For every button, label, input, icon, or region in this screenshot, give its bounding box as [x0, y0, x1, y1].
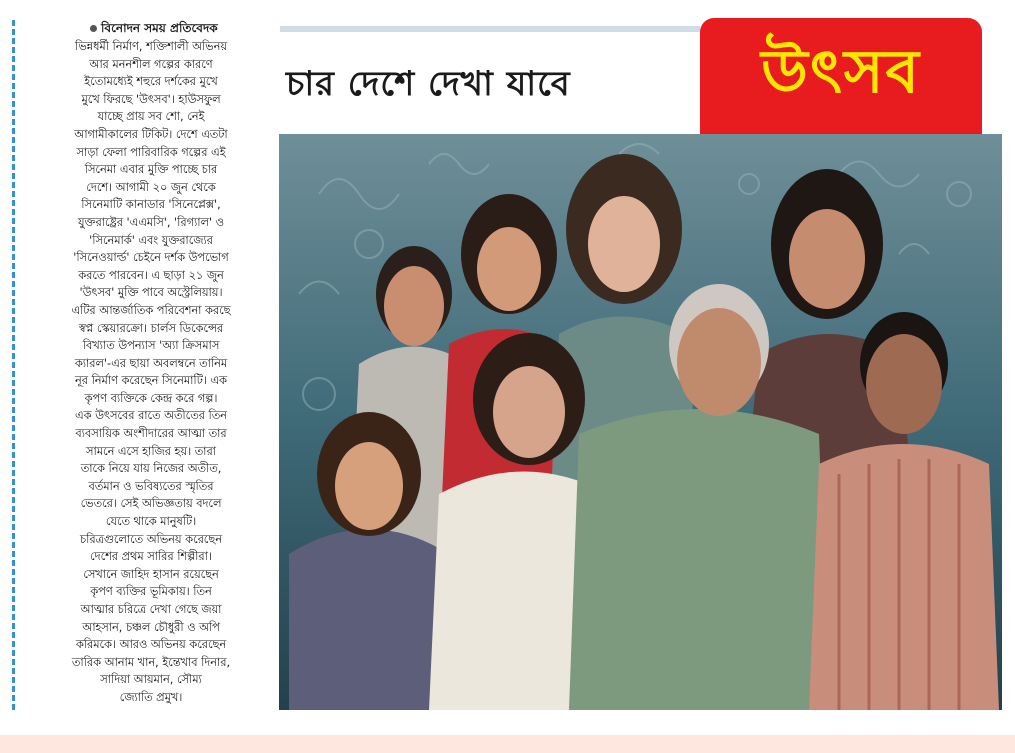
body-line: করিমকে। আরও অভিনয় করেছেন [75, 638, 227, 652]
body-line: 'উৎসব' মুক্তি পাবে অস্ট্রেলিয়ায়। [79, 286, 223, 300]
headline: চার দেশে দেখা যাবে [286, 64, 571, 104]
body-line: বর্তমান ও ভবিষ্যতের স্মৃতির [88, 479, 214, 493]
body-line: ব্যবসায়িক অংশীদারের আত্মা তার [75, 427, 227, 441]
body-line: সিনেমা এবার মুক্তি পাচ্ছে চার [84, 163, 218, 177]
body-line: দেশের প্রথম সারির শিল্পীরা। [90, 550, 212, 564]
body-line: যেতে থাকে মানুষটি। [105, 515, 197, 529]
movie-poster [279, 134, 1002, 710]
body-line: তাকে নিয়ে যায় নিজের অতীত, [80, 462, 222, 476]
body-line: আগামীকালের টিকিট। দেশে এতটা [74, 127, 228, 141]
body-line: চরিত্রগুলোতে অভিনয় করেছেন [80, 532, 222, 546]
body-line: আহসান, চঞ্চল চৌধুরী ও অপি [82, 620, 220, 634]
byline [90, 20, 218, 40]
body-line: স্বপ্ন স্কেয়ারক্রো। চার্লস ডিকেন্সের [78, 321, 224, 335]
body-line: ক্যারল'-এর ছায়া অবলম্বনে তানিম [74, 356, 228, 370]
body-line: কৃপণ ব্যক্তির ভূমিকায়। তিন [90, 585, 212, 599]
body-line: তারিক আনাম খান, ইন্তেখাব দিনার, [71, 655, 231, 669]
byline-text: বিনোদন সময় প্রতিবেদক [101, 21, 218, 35]
title-badge [700, 18, 982, 134]
body-line: যাচ্ছে প্রায় সব শো, নেই [97, 110, 205, 124]
body-line: আর মননশীল গল্পের কারণে [89, 57, 213, 71]
body-line: সাড়া ফেলা পারিবারিক গল্পের এই [76, 145, 226, 159]
article-body [28, 38, 274, 707]
body-line: 'সিনেমার্ক' এবং যুক্তরাজ্যের [89, 233, 213, 247]
body-line: করতে পারবেন। এ ছাড়া ২১ জুন [78, 268, 224, 282]
body-line: যুক্তরাষ্ট্রের 'এএমসি', 'রিগ্যাল' ও [78, 215, 224, 229]
headline-top-rule [280, 26, 700, 32]
body-line: ভেতরে। সেই অভিজ্ঞতায় বদলে [80, 497, 222, 511]
body-line: দেশে। আগামী ২০ জুন থেকে [86, 180, 216, 194]
badge-title: উৎসব [761, 37, 921, 107]
body-line: এক উৎসবের রাতে অতীতের তিন [75, 409, 227, 423]
body-line: সিনেমাটি কানাডার 'সিনেপ্লেক্স', [81, 198, 221, 212]
bottom-band [0, 735, 1015, 753]
body-line: সামনে এসে হাজির হয়। তারা [86, 444, 216, 458]
body-line: 'সিনেওয়ার্ল্ড' চেইনে দর্শক উপভোগ [73, 251, 229, 265]
bullet-icon [90, 25, 97, 32]
body-line: মুখে ফিরছে 'উৎসব'। হাউসফুল [81, 92, 221, 106]
body-line: নূর নির্মাণ করেছেন সিনেমাটি। এক [75, 374, 227, 388]
body-line: কৃপণ ব্যক্তিকে কেন্দ্র করে গল্প। [84, 391, 218, 405]
body-line: সেখানে জাহিদ হাসান রয়েছেন [83, 567, 219, 581]
body-line: ভিন্নধর্মী নির্মাণ, শক্তিশালী অভিনয় [75, 40, 227, 53]
left-dashed-rule [12, 20, 15, 710]
body-line: জ্যোতি প্রমুখ। [119, 690, 183, 704]
body-line: ইতোমধ্যেই শহুরে দর্শকের মুখে [84, 75, 218, 89]
body-line: এটির আন্তর্জাতিক পরিবেশনা করছে [71, 303, 231, 317]
body-line: বিখ্যাত উপন্যাস 'অ্যা ক্রিসমাস [82, 339, 220, 353]
body-line: সাদিয়া আয়মান, সৌম্য [100, 673, 202, 687]
body-line: আত্মার চরিত্রে দেখা গেছে জয়া [80, 603, 222, 616]
